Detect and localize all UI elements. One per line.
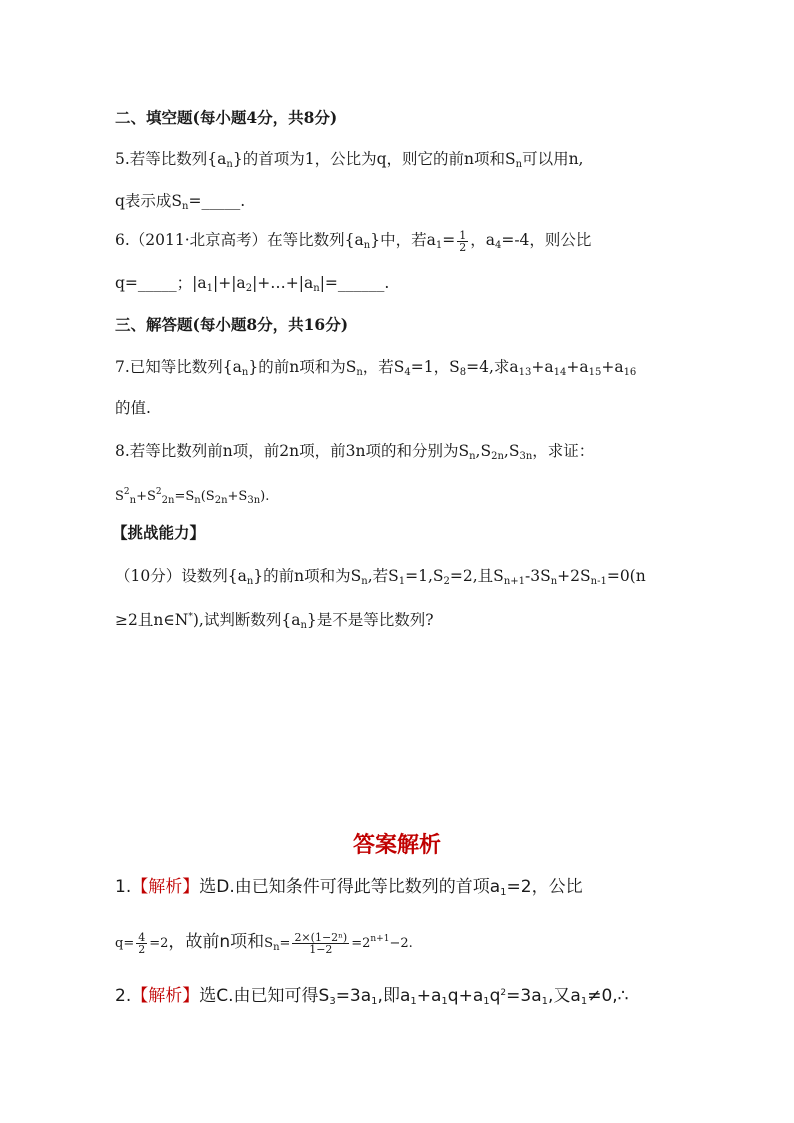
subscript: n bbox=[550, 576, 558, 587]
text: ,又a bbox=[548, 986, 581, 1006]
text: ，故前n项和 bbox=[168, 932, 265, 952]
analysis-tag: 【解析】 bbox=[131, 877, 200, 897]
text: +a bbox=[531, 358, 554, 376]
text: =-4，则公比 bbox=[501, 231, 592, 249]
answers-title: 答案解析 bbox=[352, 833, 441, 858]
text: ≠0,∴ bbox=[587, 986, 629, 1006]
subscript: 1 bbox=[398, 576, 406, 587]
subscript: n bbox=[469, 451, 476, 462]
subscript: 14 bbox=[553, 367, 567, 378]
text: q+a bbox=[447, 986, 484, 1006]
text: ，a bbox=[470, 231, 495, 249]
subscript: 4 bbox=[494, 240, 502, 251]
subscript: 2 bbox=[245, 283, 253, 294]
challenge-heading: 【挑战能力】 bbox=[112, 523, 206, 542]
subscript: n bbox=[363, 240, 371, 251]
text: 5.若等比数列{a bbox=[115, 150, 227, 168]
subscript: n bbox=[182, 201, 189, 212]
question-8-formula bbox=[115, 481, 269, 512]
text: |+|a bbox=[213, 274, 246, 292]
challenge-line-1 bbox=[115, 565, 646, 593]
challenge-line-2 bbox=[115, 606, 434, 637]
text: ，求证： bbox=[532, 442, 595, 460]
text: =S bbox=[174, 489, 195, 504]
subscript: 2n bbox=[161, 495, 175, 506]
text: =4,求a bbox=[466, 358, 519, 376]
text: 6.（2011·北京高考）在等比数列{a bbox=[115, 231, 364, 249]
subscript: 3 bbox=[329, 996, 336, 1007]
question-7-line-1 bbox=[115, 356, 636, 384]
text: }是不是等比数列? bbox=[306, 611, 434, 629]
text: =2 bbox=[149, 936, 169, 951]
numerator: 4 bbox=[138, 930, 146, 944]
answer-1-line-2 bbox=[115, 928, 413, 959]
text: ),试判断数列{a bbox=[192, 611, 301, 629]
text: = bbox=[279, 936, 291, 951]
text: S bbox=[264, 936, 274, 951]
subscript: n bbox=[313, 283, 320, 294]
text: =1，S bbox=[410, 358, 460, 376]
subscript: 1 bbox=[483, 996, 490, 1007]
text: }的首项为1，公比为q，则它的前n项和S bbox=[232, 150, 516, 168]
subscript: n bbox=[194, 495, 201, 506]
text: −2. bbox=[389, 936, 413, 951]
subscript: n-1 bbox=[590, 576, 607, 587]
subscript: n bbox=[515, 159, 523, 170]
answer-number: 2. bbox=[115, 986, 132, 1006]
text: q=_____；|a bbox=[115, 274, 207, 292]
text: =3a bbox=[335, 986, 372, 1006]
numerator: 2×(1−2ⁿ) bbox=[294, 930, 348, 944]
subscript: n bbox=[273, 942, 280, 953]
text: =2 bbox=[351, 936, 371, 951]
subscript: 1 bbox=[541, 996, 549, 1007]
numerator: 1 bbox=[459, 228, 467, 242]
denominator: 2 bbox=[459, 240, 467, 254]
text: ,若S bbox=[367, 567, 399, 585]
section-heading-fill-in: 二、填空题(每小题4分，共8分) bbox=[115, 108, 338, 127]
fraction-four-over-two bbox=[136, 932, 147, 955]
text: |+…+|a bbox=[252, 274, 314, 292]
text: ，若S bbox=[362, 358, 405, 376]
text: =_____. bbox=[188, 192, 246, 210]
text: 选D.由已知条件可得此等比数列的首项a bbox=[199, 877, 501, 897]
answer-1-line-1 bbox=[115, 876, 583, 904]
text: }的前n项和为S bbox=[248, 358, 357, 376]
analysis-tag: 【解析】 bbox=[131, 986, 200, 1006]
text: ,S bbox=[503, 442, 520, 460]
text: 8.若等比数列前n项，前2n项，前3n项的和分别为S bbox=[115, 442, 470, 460]
subscript: 3n bbox=[519, 451, 533, 462]
fraction-one-half bbox=[457, 230, 468, 253]
section-heading-solutions: 三、解答题(每小题8分，共16分) bbox=[115, 315, 349, 334]
subscript: 13 bbox=[518, 367, 532, 378]
text: （10分）设数列{a bbox=[115, 567, 247, 585]
superscript: n+1 bbox=[370, 934, 390, 944]
superscript: 2 bbox=[123, 487, 130, 497]
question-6-line-1 bbox=[115, 229, 591, 257]
subscript: 2 bbox=[443, 576, 450, 587]
subscript: n bbox=[361, 576, 368, 587]
text: +a bbox=[416, 986, 442, 1006]
subscript: 1 bbox=[441, 996, 448, 1007]
text: =3a bbox=[506, 986, 542, 1006]
subscript: 15 bbox=[588, 367, 602, 378]
subscript: 1 bbox=[580, 996, 588, 1007]
text: }中，若a bbox=[370, 231, 436, 249]
subscript: 4 bbox=[404, 367, 411, 378]
text: q= bbox=[115, 936, 135, 951]
subscript: 8 bbox=[459, 367, 467, 378]
text: q bbox=[489, 986, 501, 1006]
subscript: n bbox=[246, 576, 254, 587]
subscript: n bbox=[300, 620, 307, 631]
question-5-line-1 bbox=[115, 148, 583, 176]
text: q表示成S bbox=[115, 192, 183, 210]
text: }的前n项和为S bbox=[253, 567, 362, 585]
superscript: * bbox=[188, 612, 193, 622]
text: =2,且S bbox=[449, 567, 504, 585]
question-5-line-2 bbox=[115, 190, 245, 218]
text: +a bbox=[566, 358, 589, 376]
text: -3S bbox=[525, 567, 551, 585]
text: S bbox=[115, 489, 124, 504]
text: +2S bbox=[557, 567, 591, 585]
subscript: n bbox=[356, 367, 363, 378]
text: = bbox=[442, 231, 456, 249]
text: ). bbox=[260, 489, 270, 504]
question-7-line-2: 的值. bbox=[115, 399, 151, 417]
subscript: n+1 bbox=[503, 576, 525, 587]
subscript: 1 bbox=[435, 240, 443, 251]
subscript: 2n bbox=[214, 495, 228, 506]
denominator: 1−2 bbox=[309, 942, 333, 956]
subscript: 1 bbox=[371, 996, 378, 1007]
question-6-line-2 bbox=[115, 272, 389, 300]
subscript: 1 bbox=[410, 996, 417, 1007]
text: 7.已知等比数列{a bbox=[115, 358, 242, 376]
subscript: n bbox=[241, 367, 249, 378]
subscript: 2n bbox=[491, 451, 504, 462]
text: |=______. bbox=[319, 274, 390, 292]
answer-2-line-1 bbox=[115, 982, 629, 1013]
text: ≥2且n∈N bbox=[115, 611, 189, 629]
text: =1,S bbox=[405, 567, 444, 585]
text: 选C.由已知可得S bbox=[199, 986, 330, 1006]
superscript: 2 bbox=[155, 487, 162, 497]
subscript: n bbox=[129, 495, 137, 506]
subscript: 3n bbox=[247, 495, 261, 506]
subscript: 16 bbox=[623, 367, 637, 378]
superscript: 2 bbox=[500, 988, 507, 998]
text: =0(n bbox=[606, 567, 646, 585]
text: =2，公比 bbox=[506, 877, 583, 897]
fraction-sum-formula bbox=[292, 932, 349, 955]
text: 可以用n, bbox=[522, 150, 584, 168]
subscript: 1 bbox=[206, 283, 213, 294]
question-8-line-1 bbox=[115, 440, 594, 468]
text: ,S bbox=[475, 442, 492, 460]
answer-number: 1. bbox=[115, 877, 132, 897]
subscript: n bbox=[226, 159, 233, 170]
text: +a bbox=[601, 358, 624, 376]
text: +S bbox=[227, 489, 248, 504]
text: (S bbox=[200, 489, 215, 504]
subscript: 1 bbox=[500, 887, 507, 898]
denominator: 2 bbox=[138, 942, 146, 956]
text: +S bbox=[136, 489, 156, 504]
text: ,即a bbox=[377, 986, 411, 1006]
